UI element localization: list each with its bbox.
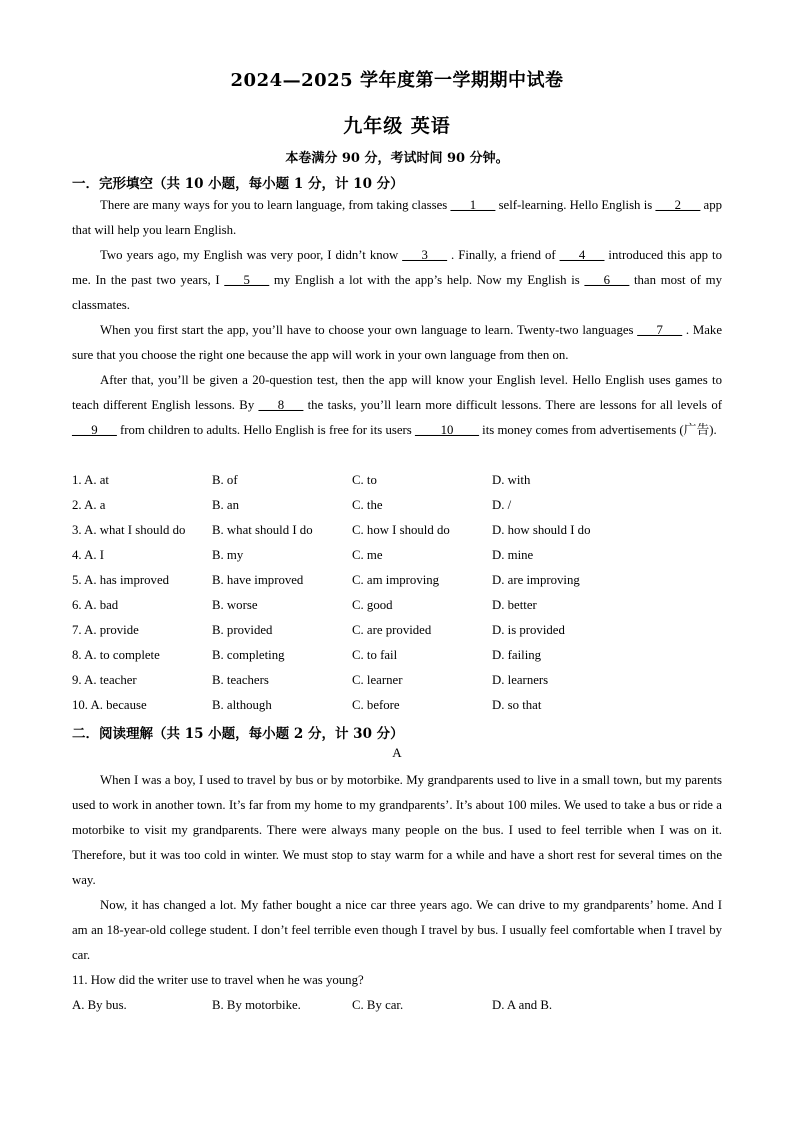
blank-9: ___9___ — [72, 423, 117, 437]
option-row-7 — [72, 618, 722, 643]
question-11 — [72, 968, 722, 1018]
option-8-b: B. completing — [212, 648, 285, 662]
reading-paragraph-2: Now, it has changed a lot. My father bought a nice car three years ago. We can drive to my grandparents’ home. And I am an 18-year-old college student. I don’t feel terrible even though I travel by bus. I usually feel comfortable when I travel by car. — [72, 898, 722, 962]
text: There are many ways for you to learn language, from taking classes — [100, 198, 451, 212]
option-5-d: D. are improving — [492, 573, 580, 587]
exam-note: 本卷满分 90 分，考试时间 90 分钟。 — [285, 151, 509, 166]
option-10-b: B. although — [212, 698, 272, 712]
option-7-b: B. provided — [212, 623, 273, 637]
option-4-a: 4. A. I — [72, 548, 104, 562]
option-row-4 — [72, 543, 722, 568]
passage-label: A — [392, 745, 402, 760]
option-1-a: 1. A. at — [72, 473, 109, 487]
option-2-c: C. the — [352, 498, 383, 512]
option-1-b: B. of — [212, 473, 238, 487]
cloze-paragraph-4 — [72, 368, 722, 443]
reading-paragraph-1: When I was a boy, I used to travel by bus or by motorbike. My grandparents used to live in a small town, but my parents used to work in another town. It’s far from my home to my grandparents’. It’s about 100 miles. We used to take a bus or ride a motorbike to visit my grandparents. There were always many people on the bus. I used to feel terrible when I was on it. Therefore, but it was too cold in winter. We must stop to stay warm for a while and have a short rest for several times on the way. — [72, 773, 722, 887]
option-row-1 — [72, 468, 722, 493]
option-row-10 — [72, 693, 722, 718]
option-row-9 — [72, 668, 722, 693]
text: After that, you’ll be given a 20-question test, then the app will know your English level. Hello English uses games to teach different English lessons. By — [72, 373, 722, 412]
option-5-a: 5. A. has improved — [72, 573, 170, 587]
option-8-d: D. failing — [492, 648, 542, 662]
option-1-d: D. with — [492, 473, 531, 487]
section2-heading: 二．阅读理解（共 15 小题，每小题 2 分，计 30 分） — [72, 726, 404, 742]
blank-1: ___1___ — [450, 198, 496, 212]
text: Two years ago, my English was very poor, I didn’t know — [100, 248, 403, 262]
q11-option-c: C. By car. — [352, 998, 404, 1012]
option-row-5 — [72, 568, 722, 593]
option-row-8 — [72, 643, 722, 668]
text: its money comes from advertisements (广告). — [478, 423, 717, 437]
option-9-a: 9. A. teacher — [72, 673, 137, 687]
option-6-d: D. better — [492, 598, 537, 612]
option-row-6 — [72, 593, 722, 618]
section1-heading: 一．完形填空（共 10 小题，每小题 1 分，计 10 分） — [72, 176, 404, 192]
cloze-passage — [72, 193, 722, 443]
option-6-c: C. good — [352, 598, 393, 612]
option-7-d: D. is provided — [492, 623, 565, 637]
option-5-b: B. have improved — [212, 573, 304, 587]
option-7-a: 7. A. provide — [72, 623, 139, 637]
text: . Finally, a friend of — [447, 248, 560, 262]
option-3-a: 3. A. what I should do — [72, 523, 186, 537]
option-6-a: 6. A. bad — [72, 598, 119, 612]
reading-passage-a — [72, 768, 722, 968]
text: introduced this app to me. In the past two years, I — [72, 248, 723, 287]
question-11-options — [72, 993, 722, 1018]
option-10-a: 10. A. because — [72, 698, 147, 712]
blank-4: ___4___ — [559, 248, 605, 262]
option-7-c: C. are provided — [352, 623, 432, 637]
option-3-c: C. how I should do — [352, 523, 450, 537]
option-9-d: D. learners — [492, 673, 549, 687]
option-3-b: B. what should I do — [212, 523, 313, 537]
blank-2: ___2___ — [655, 198, 701, 212]
text: from children to adults. Hello English is free for its users — [116, 423, 415, 437]
blank-10: ____10____ — [414, 423, 479, 437]
q11-option-b: B. By motorbike. — [212, 998, 301, 1012]
option-10-c: C. before — [352, 698, 400, 712]
option-4-b: B. my — [212, 548, 244, 562]
option-6-b: B. worse — [212, 598, 258, 612]
blank-6: ___6___ — [584, 273, 630, 287]
text: . Make sure that you choose the right one because the app will work in your own language from then on. — [72, 323, 723, 362]
text: app that will help you learn English. — [72, 198, 722, 237]
blank-7: ___7___ — [637, 323, 683, 337]
option-8-c: C. to fail — [352, 648, 398, 662]
option-4-d: D. mine — [492, 548, 534, 562]
option-5-c: C. am improving — [352, 573, 440, 587]
text: the tasks, you’ll learn more difficult lessons. There are lessons for all levels of — [303, 398, 722, 412]
text: my English a lot with the app’s help. Now my English is — [269, 273, 585, 287]
blank-8: ___8___ — [258, 398, 304, 412]
option-row-2 — [72, 493, 722, 518]
blank-3: ___3___ — [402, 248, 448, 262]
option-2-b: B. an — [212, 498, 240, 512]
cloze-paragraph-1 — [72, 193, 722, 243]
exam-subtitle: 九年级 英语 — [343, 115, 451, 137]
exam-title: 2024—2025 学年度第一学期期中试卷 — [230, 70, 564, 91]
option-8-a: 8. A. to complete — [72, 648, 160, 662]
option-2-a: 2. A. a — [72, 498, 106, 512]
option-1-c: C. to — [352, 473, 377, 487]
option-row-3 — [72, 518, 722, 543]
text: than most of my classmates. — [72, 273, 723, 312]
blank-5: ___5___ — [224, 273, 270, 287]
option-9-b: B. teachers — [212, 673, 269, 687]
option-10-d: D. so that — [492, 698, 542, 712]
cloze-paragraph-3 — [72, 318, 722, 368]
text: When you first start the app, you’ll have to choose your own language to learn. Twenty-two languages — [100, 323, 638, 337]
option-4-c: C. me — [352, 548, 383, 562]
text: self-learning. Hello English is — [495, 198, 656, 212]
option-9-c: C. learner — [352, 673, 403, 687]
cloze-paragraph-2 — [72, 243, 722, 318]
q11-option-d: D. A and B. — [492, 998, 553, 1012]
cloze-options — [72, 468, 722, 718]
question-11-stem: 11. How did the writer use to travel when he was young? — [72, 973, 364, 987]
option-3-d: D. how should I do — [492, 523, 591, 537]
option-2-d: D. / — [492, 498, 512, 512]
q11-option-a: A. By bus. — [72, 998, 127, 1012]
